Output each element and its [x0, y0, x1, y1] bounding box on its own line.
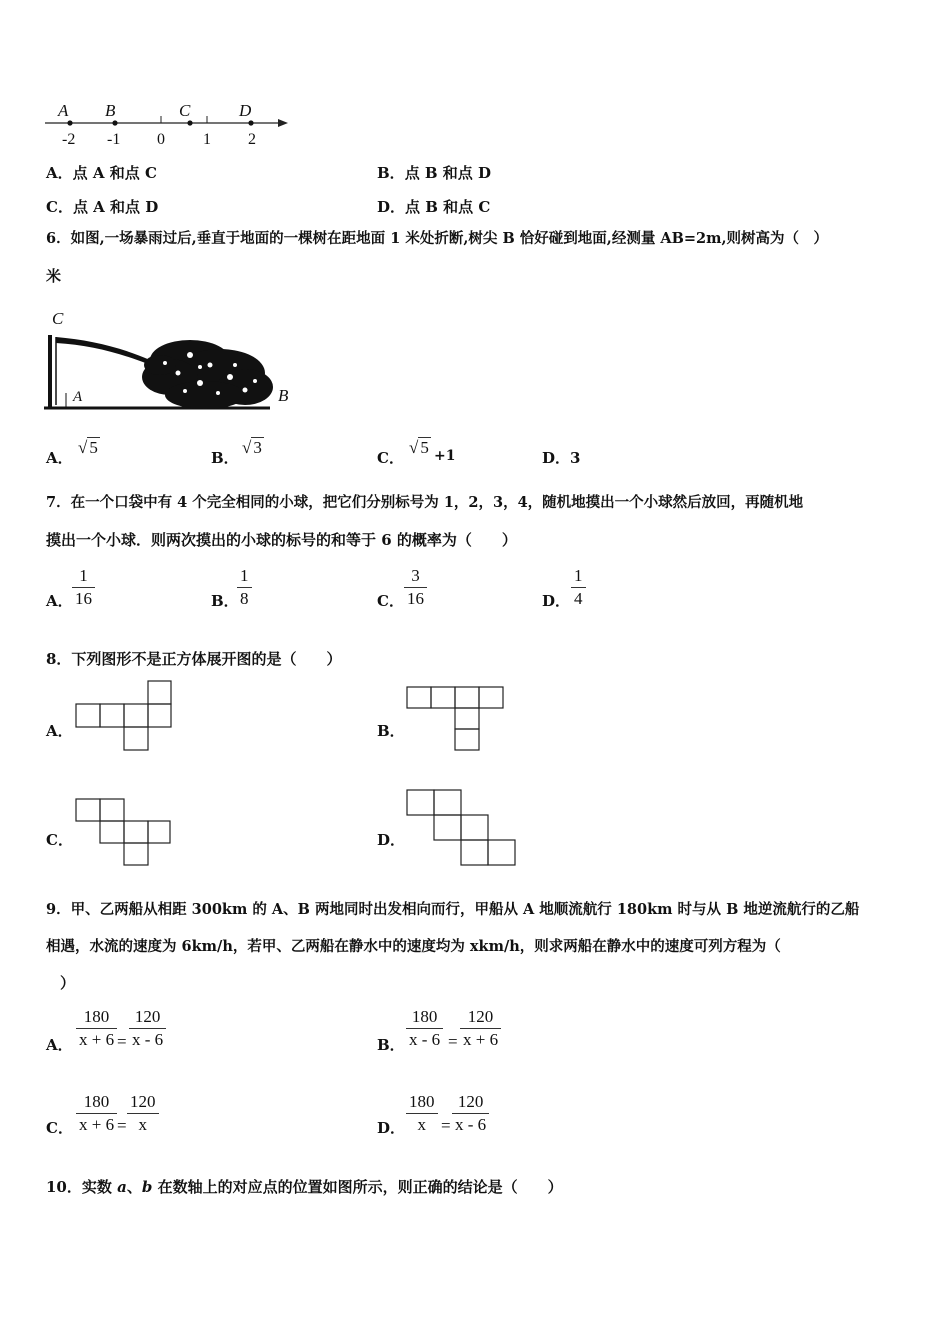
q9-option-d-letter: D．: [377, 1119, 406, 1137]
q8-option-c-letter: C．: [46, 831, 73, 849]
cube-net-b: [406, 686, 506, 754]
q6-option-d: D．3: [542, 449, 581, 467]
q8-option-d-letter: D．: [377, 831, 406, 849]
q9-option-b-left-fraction: $\frac{180}{x - 6}$: [406, 1006, 443, 1051]
q6-option-b-letter: B．: [211, 449, 239, 467]
q7-option-b-fraction: $\frac{1}{8}$: [237, 565, 252, 610]
q9-question-line3: ）: [60, 974, 76, 992]
q5-option-b: B．点 B 和点 D: [377, 164, 492, 182]
q6-option-b-value: √ 3: [242, 438, 262, 457]
number-line-arrow: [278, 119, 288, 127]
q6-option-a-letter: A．: [46, 449, 73, 467]
q7-option-b-letter: B．: [211, 592, 239, 610]
q9-option-a-right-fraction: $\frac{120}{x - 6}$: [129, 1006, 166, 1051]
point-label-b: B: [105, 101, 116, 120]
sqrt-icon: √: [78, 438, 88, 457]
q6-option-c-suffix: +1: [434, 448, 456, 464]
q7-option-d-fraction: $\frac{1}{4}$: [571, 565, 586, 610]
q10-question-line1: 10．实数 a、b 在数轴上的对应点的位置如图所示，则正确的结论是（ ）: [46, 1178, 563, 1196]
q9-option-d-left-fraction: $\frac{180}{x}$: [406, 1091, 438, 1136]
q8-option-b-letter: B．: [377, 722, 405, 740]
q7-option-a-letter: A．: [46, 592, 73, 610]
q6-option-a-value: √ 5: [78, 438, 98, 457]
q5-option-d: D．点 B 和点 C: [377, 198, 491, 216]
tick-label-neg1: -1: [107, 131, 121, 148]
figure-label-c: C: [52, 309, 64, 328]
point-d-dot: [248, 120, 253, 125]
q9-question-line2: 相遇，水流的速度为 6km/h，若甲、乙两船在静水中的速度均为 xkm/h，则求两船在静水中的速度可列方程为（: [46, 938, 781, 955]
point-a-dot: [67, 120, 72, 125]
q9-option-c-right-fraction: $\frac{120}{x}$: [127, 1091, 159, 1136]
q9-option-a-equals: =: [117, 1032, 127, 1051]
q9-option-b-equals: =: [448, 1032, 458, 1051]
figure-label-b: B: [278, 386, 289, 405]
cube-net-c: [75, 798, 175, 868]
broken-tree-figure: [40, 305, 300, 415]
q5-option-a: A．点 A 和点 C: [46, 164, 157, 182]
q7-option-c-fraction: $\frac{3}{16}$: [404, 565, 427, 610]
q7-question-line1: 7．在一个口袋中有 4 个完全相同的小球，把它们分别标号为 1，2，3，4，随机地摸出一个小球然后放回，再随机地: [46, 494, 804, 511]
figure-label-a: A: [73, 389, 83, 405]
cube-net-d: [406, 789, 521, 869]
point-b-dot: [112, 120, 117, 125]
q8-question-line1: 8．下列图形不是正方体展开图的是（ ）: [46, 650, 342, 668]
q7-option-d-letter: D．: [542, 592, 571, 610]
tick-label-1: 1: [203, 131, 211, 148]
q7-option-a-fraction: $\frac{1}{16}$: [72, 565, 95, 610]
number-line-figure: [40, 98, 300, 153]
q9-option-b-right-fraction: $\frac{120}{x + 6}$: [460, 1006, 501, 1051]
sqrt-icon: √: [242, 438, 252, 457]
tick-label-0: 0: [157, 131, 165, 148]
q6-question-line1: 6．如图,一场暴雨过后,垂直于地面的一棵树在距地面 1 米处折断,树尖 B 恰好碰到地面,经测量 AB=2m,则树高为（ ）: [46, 230, 828, 247]
q9-option-a-letter: A．: [46, 1036, 73, 1054]
q9-option-c-left-fraction: $\frac{180}{x + 6}$: [76, 1091, 117, 1136]
tick-label-2: 2: [248, 131, 256, 148]
q6-option-c-value: √ 5: [409, 438, 429, 457]
q7-option-c-letter: C．: [377, 592, 404, 610]
point-label-c: C: [179, 101, 191, 120]
point-c-dot: [187, 120, 192, 125]
q8-option-a-letter: A．: [46, 722, 73, 740]
q5-option-c: C．点 A 和点 D: [46, 198, 159, 216]
q9-option-a-left-fraction: $\frac{180}{x + 6}$: [76, 1006, 117, 1051]
q6-option-c-letter: C．: [377, 449, 404, 467]
q9-option-d-equals: =: [441, 1116, 451, 1135]
q6-question-line2: 米: [46, 267, 62, 285]
q9-option-c-letter: C．: [46, 1119, 73, 1137]
cube-net-a: [75, 680, 175, 752]
sqrt-icon: √: [409, 438, 419, 457]
q9-option-c-equals: =: [117, 1116, 127, 1135]
q9-option-b-letter: B．: [377, 1036, 405, 1054]
q9-question-line1: 9．甲、乙两船从相距 300km 的 A、B 两地同时出发相向而行，甲船从 A 地顺流航行 180km 时与从 B 地逆流航行的乙船: [46, 901, 860, 918]
tree-foliage: [142, 340, 273, 409]
point-label-d: D: [239, 101, 252, 120]
q9-option-d-right-fraction: $\frac{120}{x - 6}$: [452, 1091, 489, 1136]
tick-label-neg2: -2: [62, 131, 76, 148]
point-label-a: A: [58, 101, 69, 120]
q7-question-line2: 摸出一个小球．则两次摸出的小球的标号的和等于 6 的概率为（ ）: [46, 531, 517, 549]
broken-branch: [56, 337, 150, 364]
